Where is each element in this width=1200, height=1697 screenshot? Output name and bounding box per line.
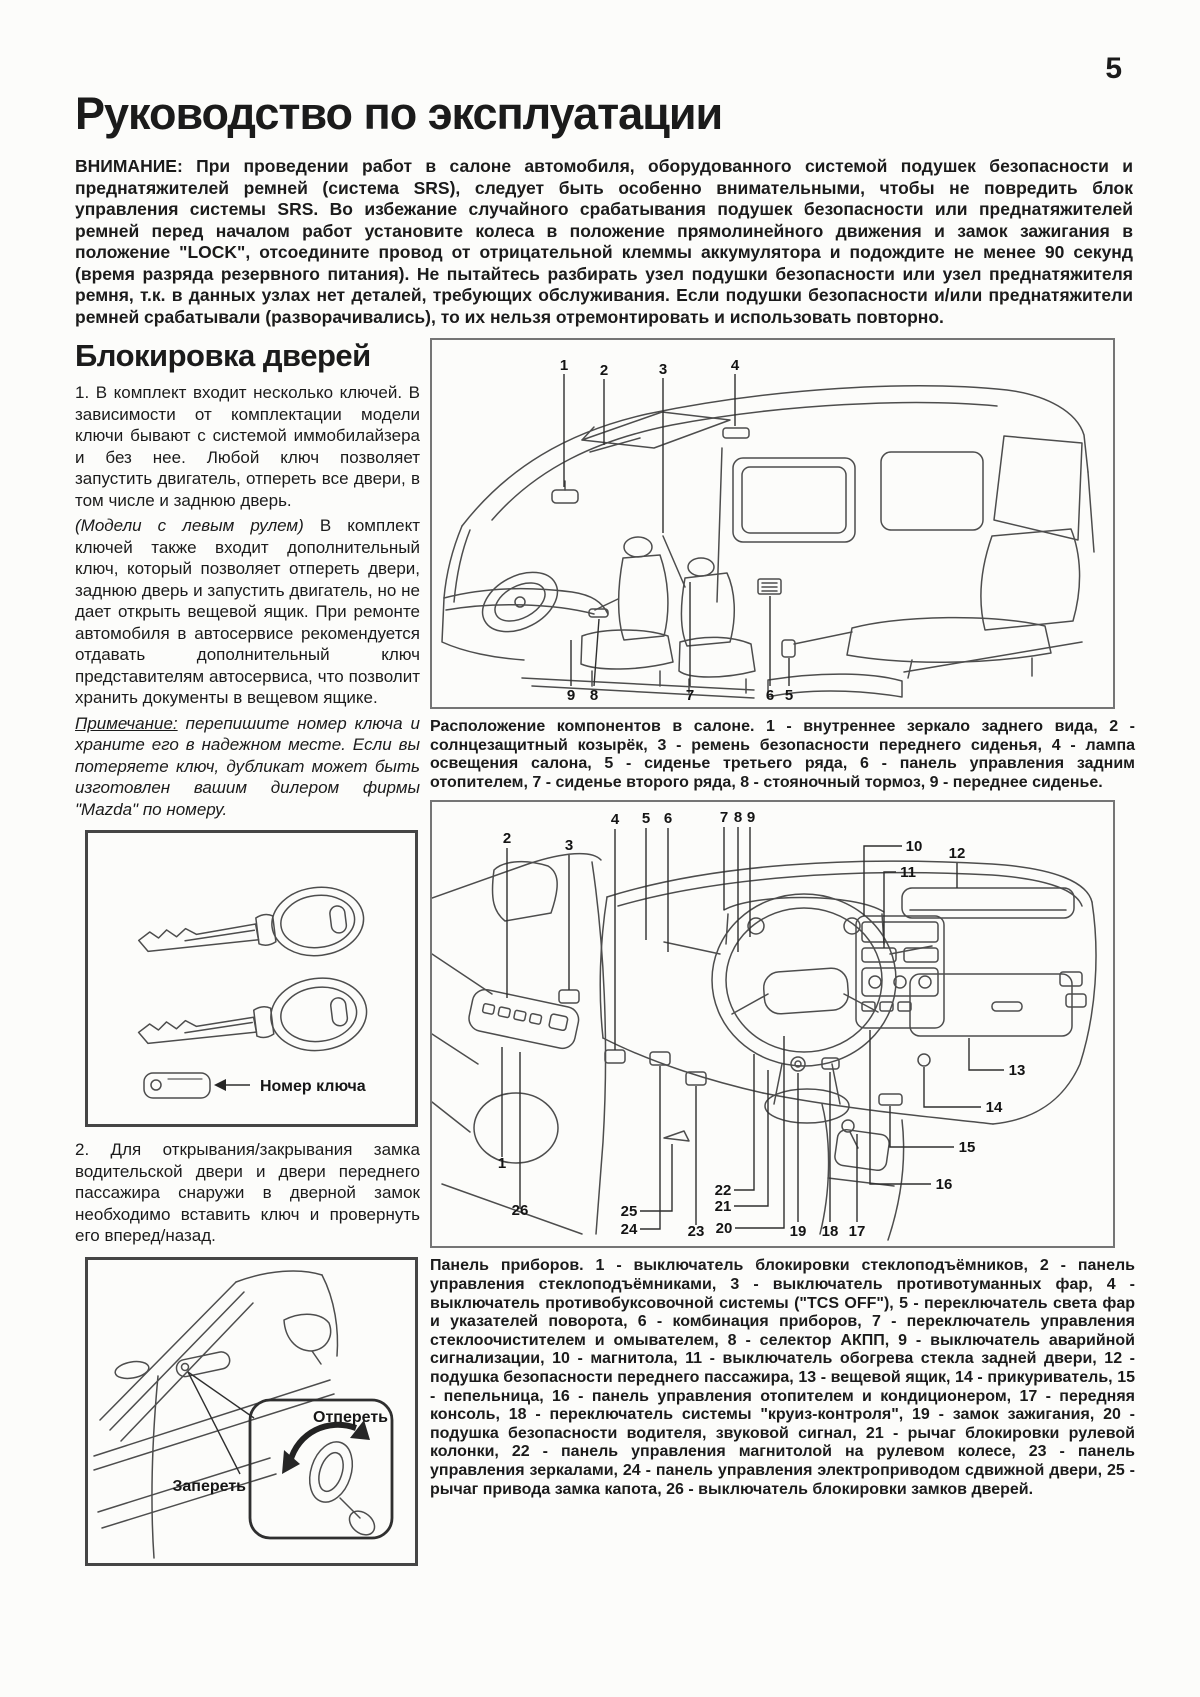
cabin-callout-8: 8 — [589, 687, 599, 704]
dash-callout-11: 11 — [900, 864, 916, 882]
two-column-layout — [75, 338, 1135, 1578]
models-note-lead: (Модели с левым рулем) — [75, 516, 304, 535]
dash-callout-16: 16 — [935, 1176, 953, 1194]
models-note-rest: В комплект ключей также входит дополнительный ключ, который позволяет отпереть двери, заднюю дверь и запустить двигатель, но не дает открыть вещевой ящик. При ремонте автомобиля в автосервисе рекомендуется отдавать дополнительный ключ представителям автосервиса, что позволит хранить документы в вещевом ящике. — [75, 516, 420, 707]
figure-cabin — [430, 338, 1115, 709]
srs-warning-paragraph: ВНИМАНИЕ: При проведении работ в салоне автомобиля, оборудованного системой подушек безопасности и преднатяжителей ремней (система SRS), следует быть особенно внимательными, чтобы не повредить блок управления системы SRS. Во избежание случайного срабатывания подушек безопасности или преднатяжителей ремней перед началом работ установите колеса в положение прямолинейного движения и замок зажигания в положение "LOCK", отсоедините провод от отрицательной клеммы аккумулятора и подождите не менее 90 секунд (время разряда резервного питания). Не пытайтесь разбирать узел подушки безопасности или узел преднатяжителя ремня, т.к. в данных узлах нет деталей, требующих обслуживания. Если подушки безопасности и/или преднатяжители ремней срабатывали (разворачивались), то их нельзя отремонтировать и использовать повторно. — [75, 156, 1133, 327]
dash-callout-4: 4 — [610, 811, 620, 829]
right-column — [430, 338, 1135, 1578]
key-number-label: Номер ключа — [260, 1078, 366, 1095]
dash-callout-22: 22 — [714, 1182, 732, 1200]
dash-callout-26: 26 — [511, 1202, 529, 1220]
section-heading: Блокировка дверей — [75, 338, 371, 373]
dashboard-drawing — [432, 802, 1113, 1246]
keys-drawing — [88, 833, 415, 1124]
dash-callout-20: 20 — [715, 1220, 733, 1238]
master-key-icon — [135, 882, 368, 977]
paragraph-keys-2 — [75, 515, 420, 709]
figure-keys — [85, 830, 418, 1127]
cabin-callout-9: 9 — [566, 687, 576, 704]
sub-key-icon — [135, 973, 371, 1072]
note-label: Примечание: — [75, 713, 178, 733]
dash-callout-14: 14 — [985, 1099, 1003, 1117]
dash-callout-3: 3 — [564, 837, 574, 855]
paragraph-keys-1: 1. В комплект входит несколько ключей. В зависимости от комплектации модели ключи бывают с системой иммобилайзера и без нее. Любой ключ позволяет запустить двигатель, отпереть все двери, в том числе и заднюю дверь. — [75, 383, 420, 510]
cabin-drawing — [432, 340, 1113, 707]
dash-callout-13: 13 — [1008, 1062, 1026, 1080]
minivan-interior-drawing — [442, 386, 1094, 698]
cabin-callout-7: 7 — [685, 687, 695, 704]
figure-dashboard — [430, 800, 1115, 1248]
cabin-callout-4: 4 — [730, 357, 740, 374]
cabin-callout-2: 2 — [599, 362, 609, 379]
cabin-callout-5: 5 — [784, 687, 794, 704]
instrument-panel-drawing — [432, 854, 1096, 1240]
page-number: 5 — [1105, 52, 1122, 85]
dash-callout-18: 18 — [821, 1223, 839, 1241]
front-door-drawing — [94, 1270, 337, 1557]
paragraph-door-lock: 2. Для открывания/закрывания замка водительской двери и двери переднего пассажира снаружи в дверной замок необходимо вставить ключ и провернуть его вперед/назад. — [75, 1140, 420, 1245]
dash-callout-23: 23 — [687, 1223, 705, 1241]
cabin-callout-numbers — [560, 357, 793, 704]
dash-callout-8: 8 — [733, 809, 743, 827]
cabin-callout-1: 1 — [559, 357, 569, 374]
cabin-callout-3: 3 — [658, 361, 668, 378]
figure-door-lock — [85, 1257, 418, 1566]
dash-callout-19: 19 — [789, 1223, 807, 1241]
dash-callout-9: 9 — [746, 809, 756, 827]
dash-callout-2: 2 — [502, 830, 512, 848]
page-title: Руководство по эксплуатации — [75, 88, 723, 139]
dash-callout-5: 5 — [641, 810, 651, 828]
dash-callout-1: 1 — [497, 1155, 507, 1173]
door-lock-drawing — [88, 1260, 409, 1563]
dashboard-caption: Панель приборов. 1 - выключатель блокировки стеклоподъёмников, 2 - панель управления стеклоподъёмниками, 3 - выключатель противотуманных фар, 4 - выключатель противобуксовочной системы ("TCS OFF"), 5 - переключатель света фар и указателей поворота, 6 - комбинация приборов, 7 - переключатель управления стеклоочистителем и омывателем, 8 - селектор АКПП, 9 - выключатель аварийной сигнализации, 10 - магнитола, 11 - выключатель обогрева стекла задней двери, 12 - подушка безопасности переднего пассажира, 13 - вещевой ящик, 14 - прикуриватель, 15 - пепельница, 16 - панель управления отопителем и кондиционером, 17 - передняя консоль, 18 - переключатель системы "круиз-контроля", 19 - замок зажигания, 20 - подушка безопасности водителя, звуковой сигнал, 21 - рычаг блокировки рулевой колонки, 22 - панель управления магнитолой на рулевом колесе, 23 - панель управления зеркалами, 24 - панель управления электроприводом сдвижной двери, 25 - рычаг привода замка капота, 26 - выключатель блокировки замков дверей. — [430, 1257, 1135, 1498]
lock-label: Запереть — [172, 1477, 246, 1495]
key-number-tag-icon — [144, 1073, 250, 1098]
dash-callout-10: 10 — [905, 838, 923, 856]
cabin-callout-6: 6 — [765, 687, 775, 704]
dash-callout-25: 25 — [620, 1203, 638, 1221]
unlock-label: Отпереть — [313, 1408, 388, 1426]
note-text: перепишите номер ключа и храните его в надежном месте. Если вы потеряете ключ, дубликат может быть изготовлен вашим дилером фирмы "Mazda" по номеру. — [75, 713, 420, 819]
cabin-caption: Расположение компонентов в салоне. 1 - внутреннее зеркало заднего вида, 2 - солнцезащитный козырёк, 3 - ремень безопасности переднего сиденья, 4 - лампа освещения салона, 5 - сиденье третьего ряда, 6 - панель управления задним отопителем, 7 - сиденье второго ряда, 8 - стояночный тормоз, 9 - переднее сиденье. — [430, 718, 1135, 791]
note-paragraph — [75, 713, 420, 821]
dash-callout-7: 7 — [719, 809, 729, 827]
left-column — [75, 338, 420, 1578]
dash-callout-12: 12 — [948, 845, 966, 863]
cabin-callout-lines — [564, 374, 789, 686]
dash-callout-17: 17 — [848, 1223, 866, 1241]
dash-callout-15: 15 — [958, 1139, 976, 1157]
dash-callout-24: 24 — [620, 1221, 638, 1239]
dash-callout-6: 6 — [663, 810, 673, 828]
dash-callout-21: 21 — [714, 1198, 732, 1216]
